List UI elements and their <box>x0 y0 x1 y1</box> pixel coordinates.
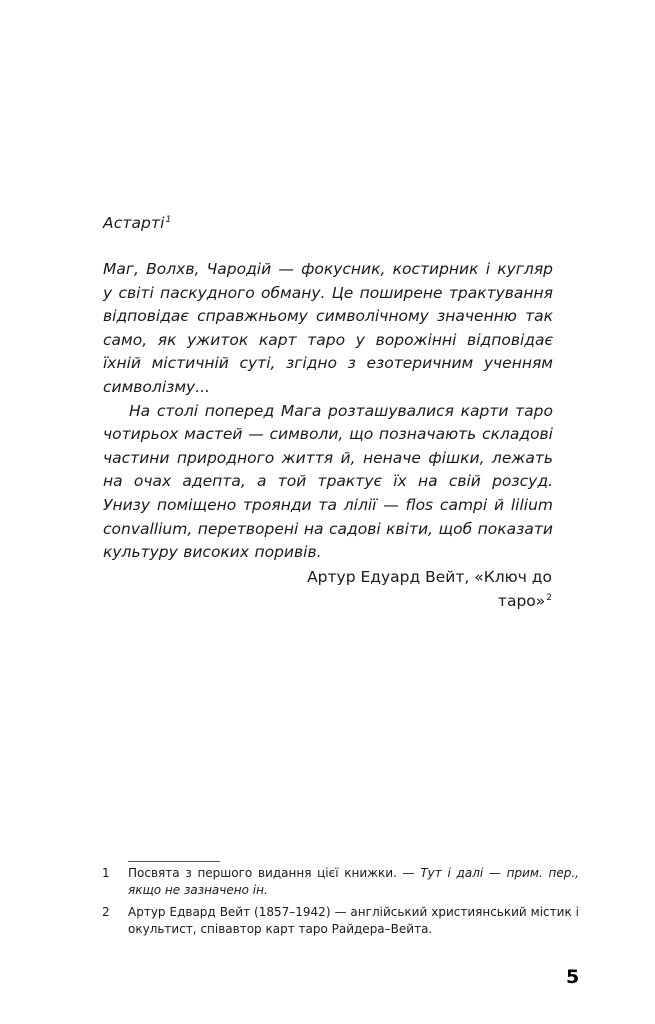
footnote-text <box>128 904 579 938</box>
footnote-number: 2 <box>102 905 110 919</box>
footnote-text-plain: Посвята з першого видання цієї книжки. — <box>128 866 421 880</box>
footnotes <box>102 865 579 943</box>
footnote-ref-2[interactable]: 2 <box>546 593 552 603</box>
footnote-separator <box>128 861 220 862</box>
epigraph-attribution <box>252 565 552 613</box>
epigraph <box>103 258 553 565</box>
footnote-ref-1[interactable]: 1 <box>165 215 172 225</box>
dedication-text: Астарті <box>103 214 165 232</box>
attribution-text: Артур Едуард Вейт, «Ключ до таро» <box>307 568 552 610</box>
epigraph-paragraph-2: На столі поперед Мага розташувалися карти таро чотирьох мастей — символи, що позначають складові частини природного життя й, неначе фішки, лежать на очах адепта, а той трактує їх на свій розсуд. Унизу поміщено троянди та лілії — flos campi й lilium convallium, перетворені на садові квіти, щоб показати культуру високих поривів. <box>103 401 553 562</box>
footnote-text-italic: Тут і далі — прим. пер., якщо не зазначено ін. <box>128 866 579 897</box>
footnote-text-plain: Артур Едвард Вейт (1857–1942) — англійський християнський містик і окультист, співавтор карт таро Райдера–Вейта. <box>128 905 579 936</box>
epigraph-paragraph-1: Маг, Волхв, Чародій — фокусник, костирник і кугляр у світі паскудного обману. Це поширене трактування відповідає справжньому символічному значенню так само, як ужиток карт таро у ворожінні відповідає їхній містичній суті, згідно з езотеричним ученням символізму... <box>103 260 553 396</box>
dedication <box>103 211 171 235</box>
footnote-text <box>128 865 579 899</box>
footnote-number: 1 <box>102 866 110 880</box>
page-number: 5 <box>566 966 580 988</box>
footnote-1 <box>102 865 579 899</box>
footnote-2 <box>102 904 579 938</box>
